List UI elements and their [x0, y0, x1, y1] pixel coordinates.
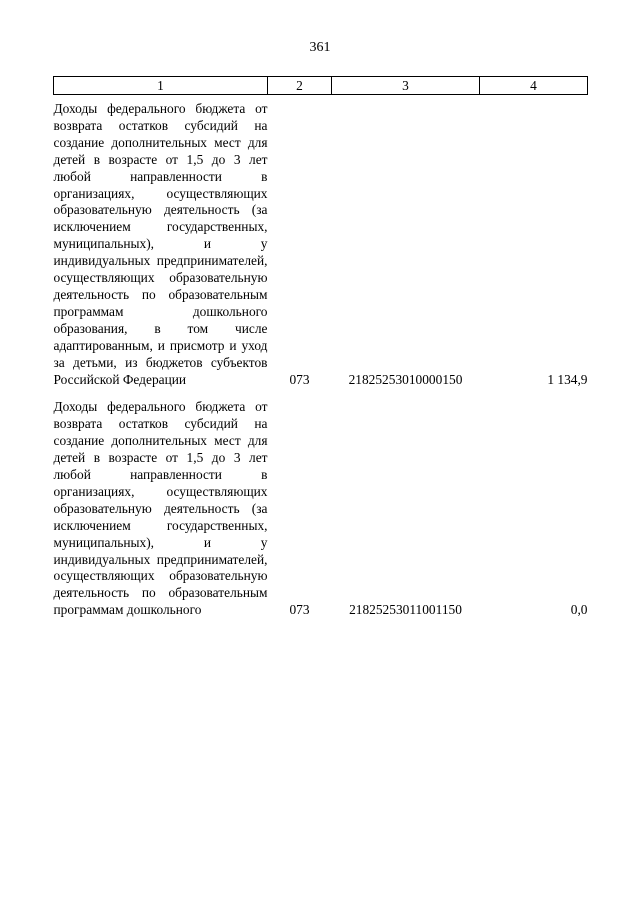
column-header-4: 4	[480, 77, 588, 95]
row-description: Доходы федерального бюджета от возврата остатков субсидий на создание дополнительных мест для детей в возрасте от 1,5 до 3 лет любой направленности в организациях, осуществляющих образовательную деятельность (за исключением государственных, муниципальных), и у индивидуальных предпринимателей, осуществляющих образовательную деятельность по образовательным программам дошкольного образования, в том числе адаптированным, и присмотр и уход за детьми, из бюджетов субъектов Российской Федерации	[53, 101, 268, 387]
row-amount: 1 134,9	[547, 371, 588, 387]
table-row	[54, 95, 588, 389]
column-header-3: 3	[332, 77, 480, 95]
column-header-2: 2	[268, 77, 332, 95]
budget-table	[53, 76, 588, 619]
row-admin-code: 073	[289, 602, 310, 618]
table-header-row	[54, 77, 588, 95]
row-kbk-code: 21825253010000150	[348, 371, 463, 387]
column-header-1: 1	[54, 77, 268, 95]
page-number: 361	[309, 40, 331, 55]
row-admin-code: 073	[289, 371, 310, 387]
table-row	[54, 388, 588, 619]
row-kbk-code: 21825253011001150	[349, 602, 462, 618]
row-amount: 0,0	[570, 602, 588, 618]
row-description: Доходы федерального бюджета от возврата остатков субсидий на создание дополнительных мест для детей в возрасте от 1,5 до 3 лет любой направленности в организациях, осуществляющих образовательную деятельность (за исключением государственных, муниципальных), и у индивидуальных предпринимателей, осуществляющих образовательную деятельность по образовательным программам дошкольного	[53, 399, 268, 618]
